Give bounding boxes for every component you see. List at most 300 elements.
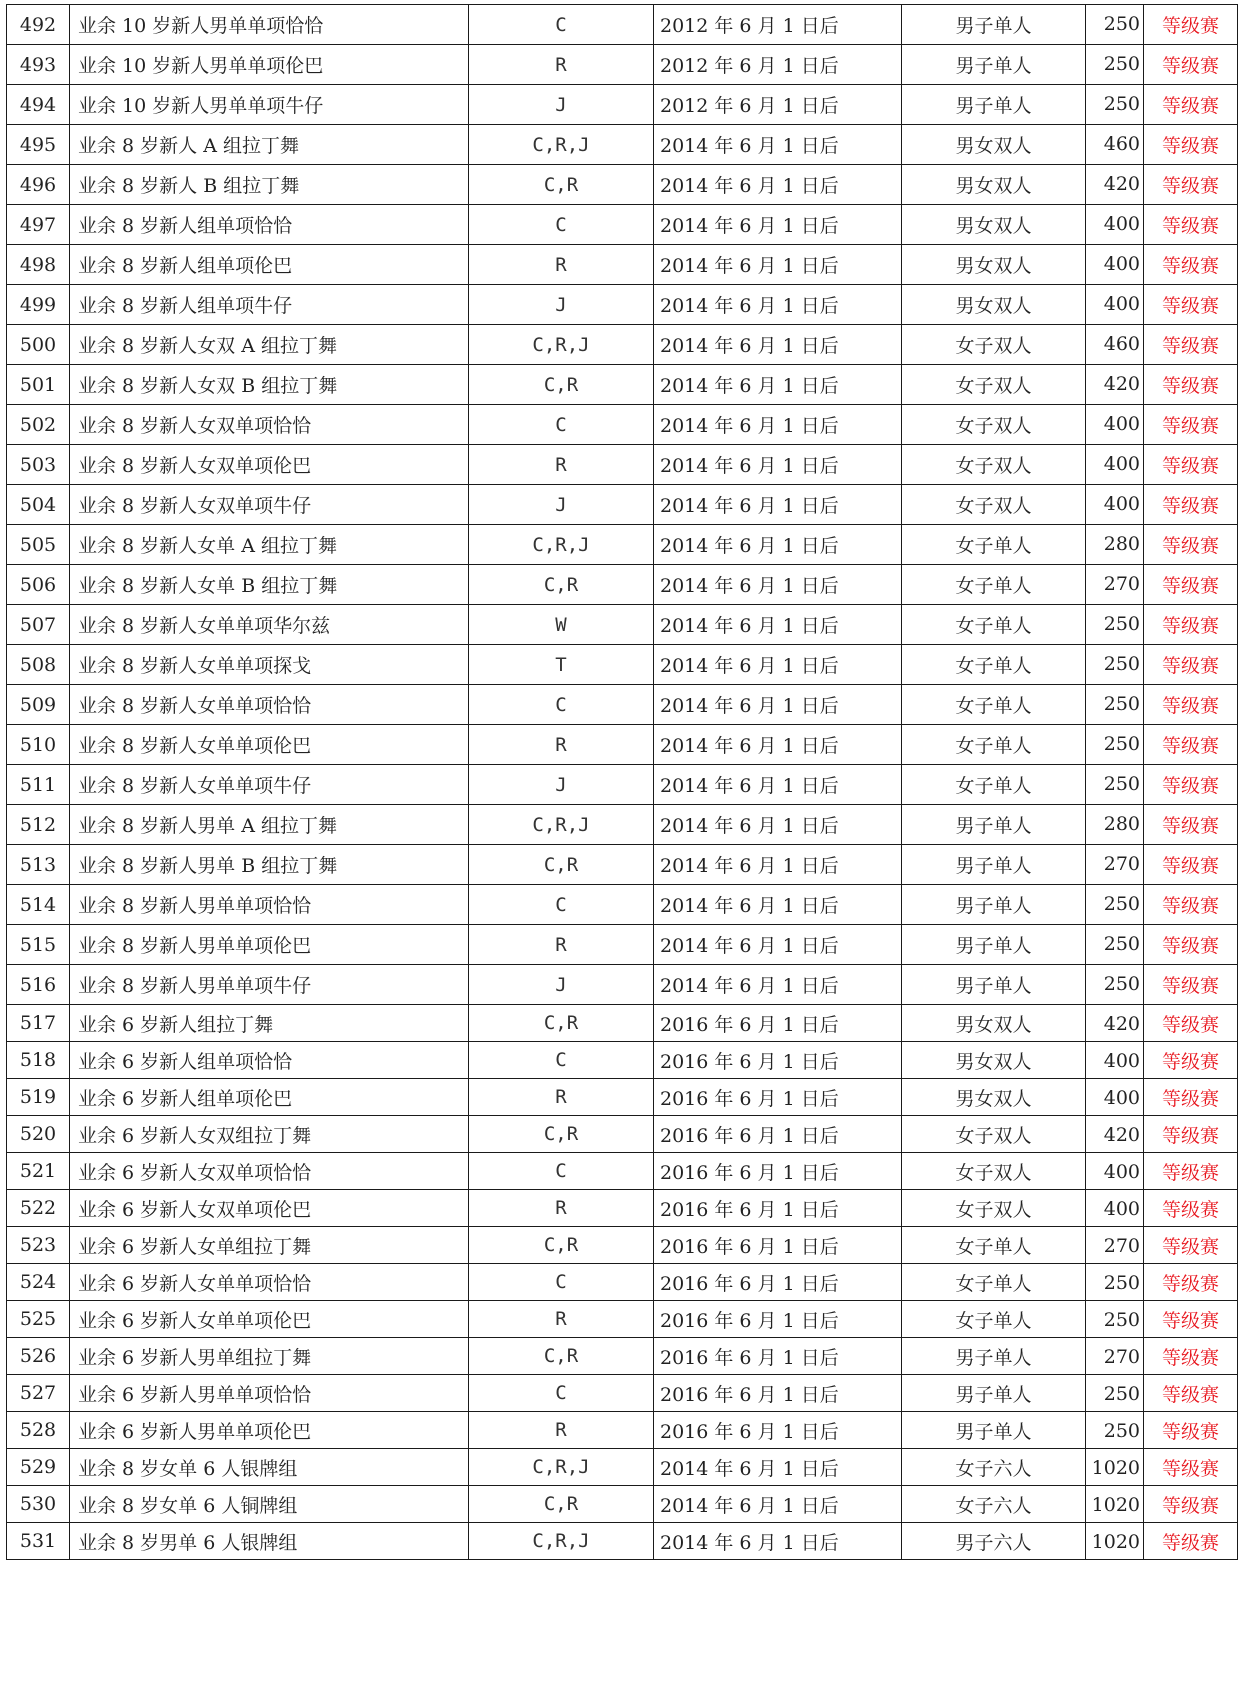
entry-type-cell: 男子六人 <box>902 1523 1086 1560</box>
row-number-cell: 515 <box>7 925 70 965</box>
birth-date-cell: 2014 年 6 月 1 日后 <box>654 765 902 805</box>
row-number-cell: 530 <box>7 1486 70 1523</box>
birth-date-cell: 2014 年 6 月 1 日后 <box>654 605 902 645</box>
entry-type-cell: 男子单人 <box>902 1375 1086 1412</box>
event-name-cell: 业余 6 岁新人组拉丁舞 <box>70 1005 469 1042</box>
entry-fee-cell: 250 <box>1086 765 1144 805</box>
birth-date-cell: 2012 年 6 月 1 日后 <box>654 45 902 85</box>
row-number-cell: 502 <box>7 405 70 445</box>
competition-level-cell: 等级赛 <box>1144 765 1238 805</box>
entry-fee-cell: 250 <box>1086 1375 1144 1412</box>
row-number-cell: 505 <box>7 525 70 565</box>
table-row <box>7 805 1238 845</box>
entry-fee-cell: 250 <box>1086 85 1144 125</box>
birth-date-cell: 2016 年 6 月 1 日后 <box>654 1042 902 1079</box>
dance-code-cell: J <box>469 285 654 325</box>
row-number-cell: 517 <box>7 1005 70 1042</box>
row-number-cell: 506 <box>7 565 70 605</box>
dance-code-cell: J <box>469 965 654 1005</box>
entry-type-cell: 女子单人 <box>902 1301 1086 1338</box>
dance-code-cell: C,R <box>469 845 654 885</box>
birth-date-cell: 2016 年 6 月 1 日后 <box>654 1301 902 1338</box>
birth-date-cell: 2014 年 6 月 1 日后 <box>654 685 902 725</box>
entry-type-cell: 男女双人 <box>902 165 1086 205</box>
dance-code-cell: C <box>469 1264 654 1301</box>
event-name-cell: 业余 8 岁新人女双 A 组拉丁舞 <box>70 325 469 365</box>
birth-date-cell: 2014 年 6 月 1 日后 <box>654 925 902 965</box>
table-row <box>7 165 1238 205</box>
entry-type-cell: 男女双人 <box>902 125 1086 165</box>
dance-code-cell: C,R <box>469 565 654 605</box>
table-row <box>7 205 1238 245</box>
event-name-cell: 业余 6 岁新人组单项伦巴 <box>70 1079 469 1116</box>
dance-code-cell: C <box>469 1375 654 1412</box>
event-name-cell: 业余 8 岁新人女双 B 组拉丁舞 <box>70 365 469 405</box>
table-row <box>7 1449 1238 1486</box>
entry-fee-cell: 1020 <box>1086 1449 1144 1486</box>
competition-level-cell: 等级赛 <box>1144 725 1238 765</box>
event-name-cell: 业余 8 岁新人组单项牛仔 <box>70 285 469 325</box>
table-row <box>7 1338 1238 1375</box>
table-row <box>7 1375 1238 1412</box>
event-name-cell: 业余 8 岁新人女单单项恰恰 <box>70 685 469 725</box>
entry-type-cell: 男子单人 <box>902 805 1086 845</box>
dance-code-cell: C,R,J <box>469 525 654 565</box>
table-row <box>7 405 1238 445</box>
table-row <box>7 605 1238 645</box>
row-number-cell: 525 <box>7 1301 70 1338</box>
competition-level-cell: 等级赛 <box>1144 165 1238 205</box>
entry-fee-cell: 400 <box>1086 485 1144 525</box>
table-row <box>7 965 1238 1005</box>
entry-fee-cell: 400 <box>1086 1153 1144 1190</box>
row-number-cell: 526 <box>7 1338 70 1375</box>
row-number-cell: 524 <box>7 1264 70 1301</box>
entry-type-cell: 男子单人 <box>902 5 1086 45</box>
event-name-cell: 业余 6 岁新人男单单项恰恰 <box>70 1375 469 1412</box>
entry-fee-cell: 250 <box>1086 1412 1144 1449</box>
table-row <box>7 325 1238 365</box>
birth-date-cell: 2014 年 6 月 1 日后 <box>654 365 902 405</box>
competition-level-cell: 等级赛 <box>1144 685 1238 725</box>
competition-level-cell: 等级赛 <box>1144 965 1238 1005</box>
competition-level-cell: 等级赛 <box>1144 245 1238 285</box>
entry-type-cell: 女子单人 <box>902 605 1086 645</box>
competition-level-cell: 等级赛 <box>1144 1449 1238 1486</box>
competition-level-cell: 等级赛 <box>1144 85 1238 125</box>
competition-level-cell: 等级赛 <box>1144 1375 1238 1412</box>
birth-date-cell: 2014 年 6 月 1 日后 <box>654 125 902 165</box>
dance-code-cell: C <box>469 405 654 445</box>
entry-type-cell: 男子单人 <box>902 85 1086 125</box>
entry-fee-cell: 420 <box>1086 1005 1144 1042</box>
event-name-cell: 业余 8 岁新人女单 B 组拉丁舞 <box>70 565 469 605</box>
entry-type-cell: 女子单人 <box>902 525 1086 565</box>
competition-level-cell: 等级赛 <box>1144 1079 1238 1116</box>
table-row <box>7 445 1238 485</box>
row-number-cell: 527 <box>7 1375 70 1412</box>
birth-date-cell: 2014 年 6 月 1 日后 <box>654 485 902 525</box>
entry-fee-cell: 420 <box>1086 165 1144 205</box>
event-name-cell: 业余 8 岁新人男单单项恰恰 <box>70 885 469 925</box>
dance-code-cell: R <box>469 1190 654 1227</box>
entry-type-cell: 男女双人 <box>902 1079 1086 1116</box>
event-name-cell: 业余 8 岁新人女单单项探戈 <box>70 645 469 685</box>
dance-code-cell: C,R <box>469 1486 654 1523</box>
table-row <box>7 485 1238 525</box>
row-number-cell: 510 <box>7 725 70 765</box>
dance-code-cell: R <box>469 45 654 85</box>
event-name-cell: 业余 8 岁新人女单单项伦巴 <box>70 725 469 765</box>
event-name-cell: 业余 6 岁新人男单单项伦巴 <box>70 1412 469 1449</box>
competition-level-cell: 等级赛 <box>1144 205 1238 245</box>
birth-date-cell: 2016 年 6 月 1 日后 <box>654 1079 902 1116</box>
birth-date-cell: 2016 年 6 月 1 日后 <box>654 1153 902 1190</box>
table-row <box>7 85 1238 125</box>
dance-code-cell: C <box>469 885 654 925</box>
birth-date-cell: 2012 年 6 月 1 日后 <box>654 5 902 45</box>
entry-fee-cell: 280 <box>1086 525 1144 565</box>
dance-code-cell: C,R,J <box>469 1449 654 1486</box>
competition-level-cell: 等级赛 <box>1144 1301 1238 1338</box>
entry-fee-cell: 400 <box>1086 1079 1144 1116</box>
table-row <box>7 1190 1238 1227</box>
table-row <box>7 45 1238 85</box>
entry-fee-cell: 270 <box>1086 1338 1144 1375</box>
event-name-cell: 业余 6 岁新人女单单项伦巴 <box>70 1301 469 1338</box>
entry-type-cell: 女子双人 <box>902 485 1086 525</box>
row-number-cell: 514 <box>7 885 70 925</box>
entry-type-cell: 女子单人 <box>902 645 1086 685</box>
dance-code-cell: J <box>469 765 654 805</box>
entry-type-cell: 女子双人 <box>902 365 1086 405</box>
dance-code-cell: R <box>469 1301 654 1338</box>
table-row <box>7 1116 1238 1153</box>
competition-level-cell: 等级赛 <box>1144 1264 1238 1301</box>
table-row <box>7 1079 1238 1116</box>
competition-level-cell: 等级赛 <box>1144 845 1238 885</box>
entry-fee-cell: 420 <box>1086 1116 1144 1153</box>
row-number-cell: 496 <box>7 165 70 205</box>
event-name-cell: 业余 8 岁新人女单 A 组拉丁舞 <box>70 525 469 565</box>
row-number-cell: 495 <box>7 125 70 165</box>
entry-type-cell: 女子双人 <box>902 1116 1086 1153</box>
row-number-cell: 497 <box>7 205 70 245</box>
birth-date-cell: 2016 年 6 月 1 日后 <box>654 1375 902 1412</box>
table-row <box>7 1523 1238 1560</box>
table-row <box>7 845 1238 885</box>
event-name-cell: 业余 6 岁新人男单组拉丁舞 <box>70 1338 469 1375</box>
row-number-cell: 522 <box>7 1190 70 1227</box>
event-name-cell: 业余 6 岁新人组单项恰恰 <box>70 1042 469 1079</box>
row-number-cell: 528 <box>7 1412 70 1449</box>
competition-level-cell: 等级赛 <box>1144 445 1238 485</box>
competition-level-cell: 等级赛 <box>1144 1042 1238 1079</box>
birth-date-cell: 2016 年 6 月 1 日后 <box>654 1116 902 1153</box>
entry-fee-cell: 460 <box>1086 325 1144 365</box>
birth-date-cell: 2014 年 6 月 1 日后 <box>654 805 902 845</box>
birth-date-cell: 2014 年 6 月 1 日后 <box>654 525 902 565</box>
table-row <box>7 565 1238 605</box>
dance-code-cell: C,R,J <box>469 325 654 365</box>
entry-type-cell: 女子单人 <box>902 1227 1086 1264</box>
competition-level-cell: 等级赛 <box>1144 805 1238 845</box>
dance-code-cell: C,R <box>469 365 654 405</box>
table-row <box>7 5 1238 45</box>
entry-fee-cell: 250 <box>1086 1264 1144 1301</box>
event-name-cell: 业余 8 岁新人男单 A 组拉丁舞 <box>70 805 469 845</box>
competition-level-cell: 等级赛 <box>1144 325 1238 365</box>
event-name-cell: 业余 8 岁新人男单 B 组拉丁舞 <box>70 845 469 885</box>
competition-level-cell: 等级赛 <box>1144 605 1238 645</box>
dance-code-cell: R <box>469 1079 654 1116</box>
event-name-cell: 业余 8 岁女单 6 人银牌组 <box>70 1449 469 1486</box>
row-number-cell: 523 <box>7 1227 70 1264</box>
table-row <box>7 1153 1238 1190</box>
competition-level-cell: 等级赛 <box>1144 1523 1238 1560</box>
competition-level-cell: 等级赛 <box>1144 5 1238 45</box>
row-number-cell: 513 <box>7 845 70 885</box>
competition-level-cell: 等级赛 <box>1144 45 1238 85</box>
dance-code-cell: C <box>469 205 654 245</box>
birth-date-cell: 2012 年 6 月 1 日后 <box>654 85 902 125</box>
entry-type-cell: 男女双人 <box>902 1042 1086 1079</box>
entry-type-cell: 女子双人 <box>902 1153 1086 1190</box>
event-name-cell: 业余 10 岁新人男单单项牛仔 <box>70 85 469 125</box>
dance-code-cell: C <box>469 1153 654 1190</box>
entry-type-cell: 男子单人 <box>902 885 1086 925</box>
entry-type-cell: 女子双人 <box>902 405 1086 445</box>
dance-code-cell: C,R <box>469 165 654 205</box>
competition-level-cell: 等级赛 <box>1144 525 1238 565</box>
entry-fee-cell: 250 <box>1086 45 1144 85</box>
row-number-cell: 508 <box>7 645 70 685</box>
table-row <box>7 1005 1238 1042</box>
birth-date-cell: 2016 年 6 月 1 日后 <box>654 1412 902 1449</box>
entry-fee-cell: 400 <box>1086 405 1144 445</box>
dance-code-cell: C,R,J <box>469 125 654 165</box>
dance-code-cell: R <box>469 445 654 485</box>
entry-type-cell: 女子单人 <box>902 565 1086 605</box>
birth-date-cell: 2014 年 6 月 1 日后 <box>654 1449 902 1486</box>
competition-level-cell: 等级赛 <box>1144 285 1238 325</box>
table-row <box>7 1264 1238 1301</box>
entry-fee-cell: 400 <box>1086 205 1144 245</box>
birth-date-cell: 2014 年 6 月 1 日后 <box>654 645 902 685</box>
entry-type-cell: 男子单人 <box>902 45 1086 85</box>
row-number-cell: 498 <box>7 245 70 285</box>
event-name-cell: 业余 6 岁新人女单单项恰恰 <box>70 1264 469 1301</box>
entry-fee-cell: 1020 <box>1086 1523 1144 1560</box>
dance-code-cell: J <box>469 485 654 525</box>
dance-code-cell: R <box>469 925 654 965</box>
row-number-cell: 493 <box>7 45 70 85</box>
entry-fee-cell: 460 <box>1086 125 1144 165</box>
competition-level-cell: 等级赛 <box>1144 925 1238 965</box>
entry-fee-cell: 400 <box>1086 245 1144 285</box>
event-name-cell: 业余 8 岁新人女双单项伦巴 <box>70 445 469 485</box>
event-name-cell: 业余 8 岁男单 6 人银牌组 <box>70 1523 469 1560</box>
entry-type-cell: 男女双人 <box>902 285 1086 325</box>
dance-code-cell: C,R <box>469 1005 654 1042</box>
competition-level-cell: 等级赛 <box>1144 1338 1238 1375</box>
entry-type-cell: 男子单人 <box>902 1338 1086 1375</box>
event-name-cell: 业余 8 岁新人组单项伦巴 <box>70 245 469 285</box>
competition-level-cell: 等级赛 <box>1144 1227 1238 1264</box>
birth-date-cell: 2014 年 6 月 1 日后 <box>654 285 902 325</box>
event-name-cell: 业余 10 岁新人男单单项恰恰 <box>70 5 469 45</box>
dance-code-cell: W <box>469 605 654 645</box>
entry-type-cell: 女子单人 <box>902 1264 1086 1301</box>
event-name-cell: 业余 8 岁女单 6 人铜牌组 <box>70 1486 469 1523</box>
event-name-cell: 业余 8 岁新人女双单项恰恰 <box>70 405 469 445</box>
event-name-cell: 业余 6 岁新人女双单项恰恰 <box>70 1153 469 1190</box>
birth-date-cell: 2014 年 6 月 1 日后 <box>654 165 902 205</box>
dance-code-cell: C,R,J <box>469 805 654 845</box>
entry-type-cell: 女子单人 <box>902 765 1086 805</box>
entry-fee-cell: 400 <box>1086 445 1144 485</box>
entry-fee-cell: 270 <box>1086 845 1144 885</box>
event-name-cell: 业余 6 岁新人女单组拉丁舞 <box>70 1227 469 1264</box>
entry-fee-cell: 250 <box>1086 5 1144 45</box>
row-number-cell: 500 <box>7 325 70 365</box>
table-row <box>7 885 1238 925</box>
dance-code-cell: C,R <box>469 1116 654 1153</box>
event-name-cell: 业余 6 岁新人女双单项伦巴 <box>70 1190 469 1227</box>
dance-code-cell: C <box>469 685 654 725</box>
event-table-body <box>7 5 1238 1560</box>
table-row <box>7 1042 1238 1079</box>
row-number-cell: 499 <box>7 285 70 325</box>
table-row <box>7 1486 1238 1523</box>
row-number-cell: 519 <box>7 1079 70 1116</box>
table-row <box>7 685 1238 725</box>
dance-code-cell: T <box>469 645 654 685</box>
birth-date-cell: 2014 年 6 月 1 日后 <box>654 845 902 885</box>
table-row <box>7 1412 1238 1449</box>
event-name-cell: 业余 8 岁新人女单单项华尔兹 <box>70 605 469 645</box>
entry-fee-cell: 250 <box>1086 885 1144 925</box>
competition-level-cell: 等级赛 <box>1144 1153 1238 1190</box>
birth-date-cell: 2014 年 6 月 1 日后 <box>654 885 902 925</box>
dance-code-cell: C <box>469 1042 654 1079</box>
table-row <box>7 725 1238 765</box>
event-name-cell: 业余 8 岁新人 A 组拉丁舞 <box>70 125 469 165</box>
competition-level-cell: 等级赛 <box>1144 1005 1238 1042</box>
entry-fee-cell: 250 <box>1086 605 1144 645</box>
entry-fee-cell: 1020 <box>1086 1486 1144 1523</box>
dance-code-cell: C,R <box>469 1227 654 1264</box>
dance-code-cell: R <box>469 245 654 285</box>
entry-type-cell: 女子单人 <box>902 725 1086 765</box>
entry-fee-cell: 400 <box>1086 285 1144 325</box>
row-number-cell: 518 <box>7 1042 70 1079</box>
entry-fee-cell: 250 <box>1086 725 1144 765</box>
dance-code-cell: C,R <box>469 1338 654 1375</box>
table-row <box>7 645 1238 685</box>
dance-code-cell: R <box>469 1412 654 1449</box>
row-number-cell: 503 <box>7 445 70 485</box>
row-number-cell: 501 <box>7 365 70 405</box>
birth-date-cell: 2014 年 6 月 1 日后 <box>654 1523 902 1560</box>
competition-level-cell: 等级赛 <box>1144 1190 1238 1227</box>
entry-fee-cell: 270 <box>1086 565 1144 605</box>
entry-type-cell: 女子双人 <box>902 1190 1086 1227</box>
birth-date-cell: 2014 年 6 月 1 日后 <box>654 725 902 765</box>
birth-date-cell: 2014 年 6 月 1 日后 <box>654 965 902 1005</box>
birth-date-cell: 2016 年 6 月 1 日后 <box>654 1190 902 1227</box>
event-name-cell: 业余 10 岁新人男单单项伦巴 <box>70 45 469 85</box>
competition-level-cell: 等级赛 <box>1144 405 1238 445</box>
entry-type-cell: 女子单人 <box>902 685 1086 725</box>
entry-type-cell: 女子六人 <box>902 1449 1086 1486</box>
row-number-cell: 494 <box>7 85 70 125</box>
row-number-cell: 507 <box>7 605 70 645</box>
entry-type-cell: 男子单人 <box>902 965 1086 1005</box>
entry-type-cell: 男子单人 <box>902 925 1086 965</box>
row-number-cell: 520 <box>7 1116 70 1153</box>
table-row <box>7 765 1238 805</box>
birth-date-cell: 2014 年 6 月 1 日后 <box>654 405 902 445</box>
event-name-cell: 业余 8 岁新人 B 组拉丁舞 <box>70 165 469 205</box>
event-name-cell: 业余 8 岁新人组单项恰恰 <box>70 205 469 245</box>
birth-date-cell: 2016 年 6 月 1 日后 <box>654 1338 902 1375</box>
event-name-cell: 业余 8 岁新人女双单项牛仔 <box>70 485 469 525</box>
birth-date-cell: 2014 年 6 月 1 日后 <box>654 445 902 485</box>
competition-level-cell: 等级赛 <box>1144 885 1238 925</box>
entry-fee-cell: 250 <box>1086 645 1144 685</box>
entry-fee-cell: 400 <box>1086 1190 1144 1227</box>
competition-level-cell: 等级赛 <box>1144 1486 1238 1523</box>
row-number-cell: 521 <box>7 1153 70 1190</box>
row-number-cell: 531 <box>7 1523 70 1560</box>
row-number-cell: 529 <box>7 1449 70 1486</box>
entry-fee-cell: 250 <box>1086 965 1144 1005</box>
row-number-cell: 511 <box>7 765 70 805</box>
entry-type-cell: 男女双人 <box>902 1005 1086 1042</box>
entry-type-cell: 男子单人 <box>902 1412 1086 1449</box>
row-number-cell: 516 <box>7 965 70 1005</box>
entry-type-cell: 女子六人 <box>902 1486 1086 1523</box>
entry-type-cell: 男子单人 <box>902 845 1086 885</box>
event-name-cell: 业余 6 岁新人女双组拉丁舞 <box>70 1116 469 1153</box>
table-row <box>7 365 1238 405</box>
event-name-cell: 业余 8 岁新人男单单项牛仔 <box>70 965 469 1005</box>
birth-date-cell: 2014 年 6 月 1 日后 <box>654 565 902 605</box>
entry-type-cell: 男女双人 <box>902 245 1086 285</box>
entry-type-cell: 男女双人 <box>902 205 1086 245</box>
entry-fee-cell: 250 <box>1086 1301 1144 1338</box>
entry-fee-cell: 270 <box>1086 1227 1144 1264</box>
table-row <box>7 925 1238 965</box>
event-table <box>6 4 1238 1560</box>
row-number-cell: 509 <box>7 685 70 725</box>
event-name-cell: 业余 8 岁新人女单单项牛仔 <box>70 765 469 805</box>
entry-fee-cell: 420 <box>1086 365 1144 405</box>
competition-level-cell: 等级赛 <box>1144 645 1238 685</box>
competition-level-cell: 等级赛 <box>1144 1116 1238 1153</box>
birth-date-cell: 2014 年 6 月 1 日后 <box>654 245 902 285</box>
entry-type-cell: 女子双人 <box>902 325 1086 365</box>
dance-code-cell: J <box>469 85 654 125</box>
dance-code-cell: R <box>469 725 654 765</box>
competition-level-cell: 等级赛 <box>1144 565 1238 605</box>
birth-date-cell: 2016 年 6 月 1 日后 <box>654 1227 902 1264</box>
dance-code-cell: C <box>469 5 654 45</box>
row-number-cell: 504 <box>7 485 70 525</box>
birth-date-cell: 2014 年 6 月 1 日后 <box>654 205 902 245</box>
entry-fee-cell: 250 <box>1086 685 1144 725</box>
